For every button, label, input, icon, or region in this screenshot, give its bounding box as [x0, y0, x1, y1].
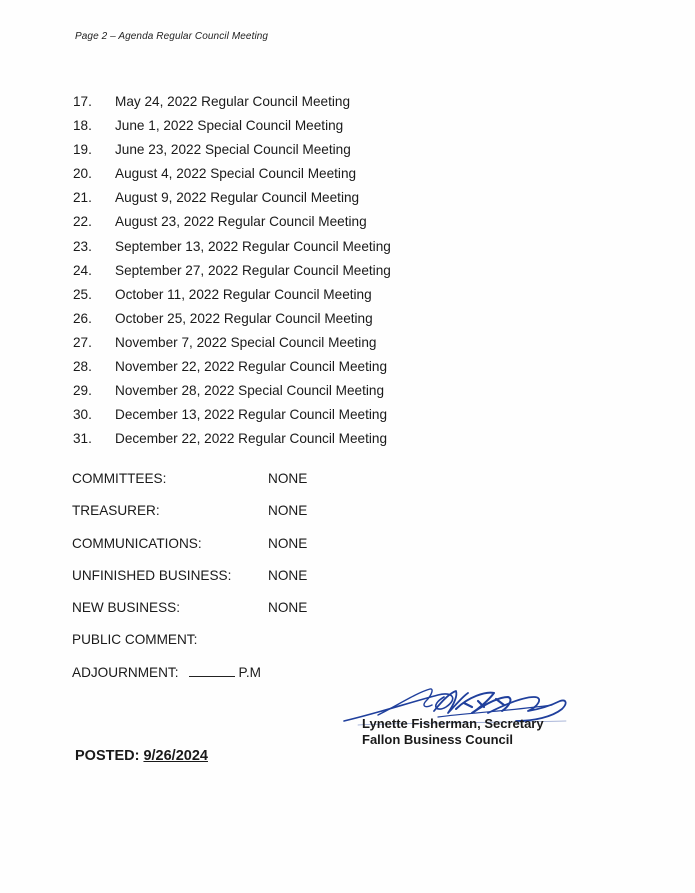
section-label: PUBLIC COMMENT: — [72, 632, 198, 648]
section-label: TREASURER: — [72, 503, 160, 519]
list-item — [73, 382, 391, 406]
posted-date: 9/26/2024 — [143, 748, 208, 764]
item-number: 22. — [73, 214, 92, 230]
list-item — [73, 141, 391, 165]
section-value: NONE — [268, 503, 308, 519]
item-number: 24. — [73, 262, 92, 278]
item-text: August 23, 2022 Regular Council Meeting — [115, 214, 367, 230]
item-text: September 13, 2022 Regular Council Meeting — [115, 238, 391, 254]
adjournment-time-blank — [189, 664, 235, 677]
list-item — [73, 189, 391, 213]
item-text: June 23, 2022 Special Council Meeting — [115, 142, 351, 158]
item-number: 21. — [73, 190, 92, 206]
item-number: 26. — [73, 310, 92, 326]
section-value: NONE — [268, 535, 308, 551]
posted-line — [75, 748, 208, 764]
item-number: 31. — [73, 431, 92, 447]
item-number: 18. — [73, 118, 92, 134]
item-number: 19. — [73, 142, 92, 158]
adjournment-line — [72, 664, 307, 696]
item-text: September 27, 2022 Regular Council Meeting — [115, 262, 391, 278]
item-number: 27. — [73, 334, 92, 350]
item-number: 29. — [73, 383, 92, 399]
adjournment-label: ADJOURNMENT: — [72, 664, 179, 680]
item-number: 25. — [73, 286, 92, 302]
item-number: 30. — [73, 407, 92, 423]
item-number: 17. — [73, 94, 92, 109]
list-item — [73, 213, 391, 237]
section-value: NONE — [268, 567, 308, 583]
agenda-section — [72, 502, 307, 534]
list-item — [73, 334, 391, 358]
item-text: October 11, 2022 Regular Council Meeting — [115, 286, 372, 302]
item-number: 23. — [73, 238, 92, 254]
signatory-name: Lynette Fisherman, Secretary — [362, 716, 544, 731]
agenda-sections — [72, 470, 307, 696]
list-item — [73, 286, 391, 310]
item-text: November 7, 2022 Special Council Meeting — [115, 334, 377, 350]
item-text: November 22, 2022 Regular Council Meeting — [115, 359, 388, 375]
item-text: October 25, 2022 Regular Council Meeting — [115, 310, 373, 326]
section-label: UNFINISHED BUSINESS: — [72, 567, 232, 583]
list-item — [73, 262, 391, 286]
list-item — [73, 406, 391, 430]
section-value: NONE — [268, 600, 308, 616]
agenda-section — [72, 599, 307, 631]
section-label: COMMITTEES: — [72, 471, 167, 486]
agenda-section — [72, 470, 307, 502]
item-text: May 24, 2022 Regular Council Meeting — [115, 94, 351, 109]
section-label: NEW BUSINESS: — [72, 600, 181, 616]
item-number: 28. — [73, 359, 92, 375]
list-item — [73, 165, 391, 189]
agenda-section — [72, 631, 307, 663]
item-text: November 28, 2022 Special Council Meeting — [115, 383, 385, 399]
section-value: NONE — [268, 471, 308, 486]
agenda-section — [72, 535, 307, 567]
list-item — [73, 358, 391, 382]
list-item — [73, 93, 391, 117]
list-item — [73, 117, 391, 141]
minutes-list — [73, 93, 391, 454]
adjournment-suffix: P.M — [238, 664, 261, 680]
posted-label: POSTED: — [75, 748, 140, 764]
section-label: COMMUNICATIONS: — [72, 535, 202, 551]
signatory-organization: Fallon Business Council — [362, 732, 513, 747]
item-text: December 13, 2022 Regular Council Meeting — [115, 407, 388, 423]
agenda-section — [72, 567, 307, 599]
list-item — [73, 430, 391, 454]
item-text: August 9, 2022 Regular Council Meeting — [115, 190, 360, 206]
item-text: December 22, 2022 Regular Council Meeting — [115, 431, 388, 447]
list-item — [73, 310, 391, 334]
item-text: June 1, 2022 Special Council Meeting — [115, 118, 344, 134]
item-number: 20. — [73, 166, 92, 182]
running-header: Page 2 – Agenda Regular Council Meeting — [75, 31, 269, 42]
item-text: August 4, 2022 Special Council Meeting — [115, 166, 357, 182]
list-item — [73, 238, 391, 262]
